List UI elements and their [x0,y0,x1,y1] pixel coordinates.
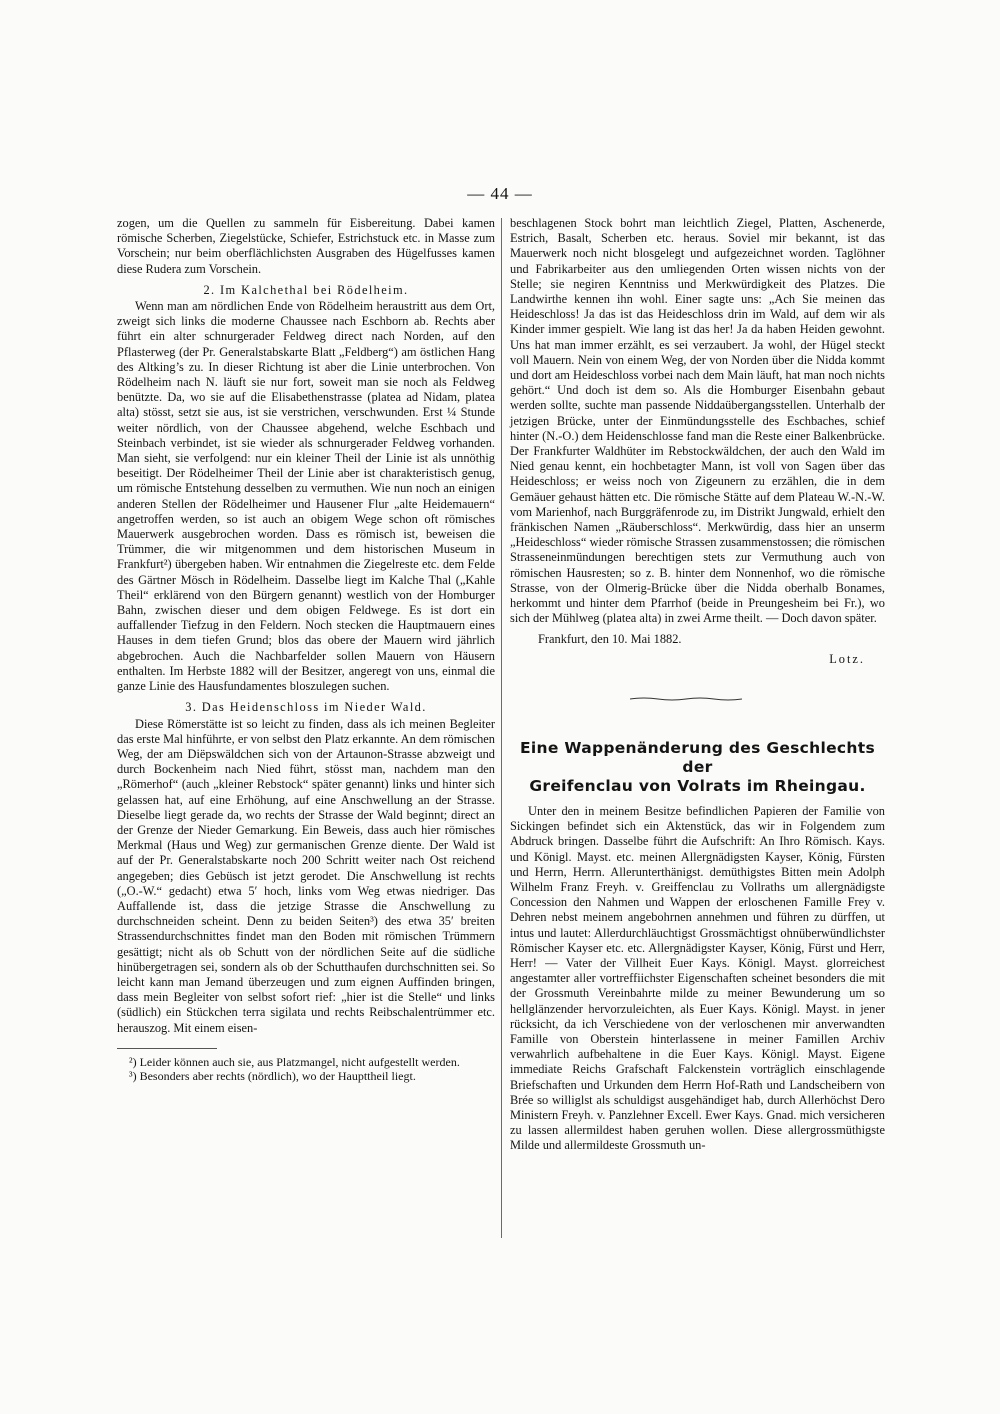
footnote-3: ³) Besonders aber rechts (nördlich), wo der Haupttheil liegt. [129,1069,416,1084]
article-paragraph: Unter den in meinem Besitze befindlichen Papieren der Familie von Sickingen befindet sich ein Aktenstück, das wir in Folgendem zum Abdruck bringen. Dasselbe führt die Aufschrift: An Ihro Römisch. Kays. und Königl. Mayst. etc. meinen Allergnädigsten Kayser, König, Fürsten und Herrn, Herrn. Allerunterthänigst. demüthigstes Bitten mein Adolph Wilhelm Franz Freyh. v. Greiffenclau zu Vollraths um allergnädigste Concession den Nahmen und Wappen der erloschenen Famille Frey v. Dehren nebst meinem angebohrnen annehmen und führen zu dürffen, ut intus und lautet: Allerdurchläuchtigst Grossmächtigst ohnüberwündlichster Römischer Kayser etc. etc. Allergnädigster Kayser, König, Fürst und Herr, Herr! — Vater der Villheit Euer Kays. Königl. Mayst. glorreichest angestamter aller vortreffiichster Eigenschaften scheinet besonders die mit der Grossmuth Vereinbahrte milde zu meiner Bewunderung um so hellglänzender hervorzuleichten, als Euer Kays. Königl. Mayst. in jener rücksicht, da ich Verschiedene von der verloschenen mir anverwandten Famille von Oberstein hinterlassene in meiner Famillen Archiv verwahrlich aufbehaltene in die Euer Kays. Königl. Mayst. Eigene immediate Reichs Grafschaft Falckenstein vorträglich einschlagende Briefschaften und Urkunden dem Herrn Hof-Rath und Landscheibern von Brée so williglst als schuldigst ausgehändiget hab, durch Allerhöchst Dero Ministern Freyh. v. Panzlehner Excell. Ewer Kays. Gnad. mich versicheren zu lassen allermildest haben geruhen wollen. Diese allergrossmüthigste Milde und allermildeste Grossmuth un- [510,803,885,1153]
article-title-line-2: Greifenclau von Volrats im Rheingau. [529,776,866,795]
left-column [117,216,495,1084]
article-title-line-1: Eine Wappenänderung des Geschlechts der [520,738,875,776]
section-2-heading: 2. Im Kalchethal bei Rödelheim. [203,282,409,297]
intro-paragraph: zogen, um die Quellen zu sammeln für Eisbereitung. Dabei kamen römische Scherben, Ziegelstücke, Schiefer, Estrichstuck etc. in Masse zum Vorschein; nur beim oberflächlichsten Ausgraben des Hügelfusses kamen diese Rudera zum Vorschein. [117,216,495,276]
continuation-paragraph: beschlagenen Stock bohrt man leichtlich Ziegel, Platten, Aschenerde, Estrich, Basalt, Scherben etc. heraus. Soviel mir bekannt, ist das Mauerwerk noch nicht blosgelegt und aufgezeichnet worden. Taglöhner und Fabrikarbeiter aus den umliegenden Orten wissen nichts von der Stelle; sie negiren Kenntniss und Merkwürdigkeit des Platzes. Die Landwirthe kennen ihn wohl. Einer sagte uns: „Ach Sie meinen das Heideschloss! Ja das ist das Heideschloss drin im Wald, auf dem wir als Kinder immer gespielt. Wie lang ist das her! Ja da haben Heiden gewohnt. Uns hat man immer erzählt, es sei verzaubert. Ja wohl, der Hügel steckt voll Mauern. Nein von einem Weg, der von Norden über die Nidda kommt und dort am Heideschloss vorbei nach dem Main läuft, hat man noch nichts gehört.“ Und doch ist dem so. Als die Homburger Eisenbahn gebaut werden sollte, suchte man passende Niddaübergangsstellen. Unterhalb der jetzigen Brücke, unter der Einmündungsstelle des Eschbaches, schief hinter (N.-O.) dem Heidenschlosse fand man die Reste einer Balkenbrücke. Der Frankfurter Waldhüter im Rebstockwäldchen, der auch den Wald im Nied genau kennt, ein hochbetagter Mann, ist voll von Sagen über das Heideschloss; er weiss noch von Zigeunern zu erzählen, die in dem Gemäuer gehaust hätten etc. Die römische Stätte auf dem Plateau W.-N.-W. vom Marienhof, nach Burggräfenrode zu, im Distrikt Jungwald, erhielt den fränkischen Namen „Räuberschloss“. Merkwürdig, dass hier an unserm „Heideschloss“ wieder römische Strassen zusammenstossen; die römischen Strasseneinmündungen berechtigen stets zur Vermuthung auch von römischen Hausresten; so z. B. hinter dem Nonnenhof, wo die römische Strasse, von der Olmerig-Brücke über die Nidda oberhalb Bonames, herkommt und hinter dem Pfarrhof (beide in Preungesheim bei Fr.), wo sich der Mühlweg (platea alta) in zwei Arme theilt. — Doch davon später. [510,216,885,626]
footnote-rule [117,1048,217,1049]
author-signature: Lotz. [829,651,865,666]
page-number: — 44 — [467,184,533,203]
section-2-paragraph: Wenn man am nördlichen Ende von Rödelheim heraustritt aus dem Ort, zweigt sich links die moderne Chaussee nach Eschborn ab. Rechts aber führt ein alter schnurgerader Feldweg direct nach Norden, auf den Pflasterweg (der Pr. Generalstabskarte Blatt „Feldberg“) am östlichen Hang des Altking’s zu. In dieser Richtung ist aber die Linie unterbrochen. Von Rödelheim nach N. läuft sie nur fort, soweit man sie noch als Feldweg benützte. Da, wo sie auf die Elisabethenstrasse (platea ad Nidam, platea alta) stösst, setzt sie aus, ist sie verstrichen, verschwunden. Erst ¼ Stunde weiter nördlich, von der Chaussee abgehend, welche Eschbach und Steinbach verbindet, ist sie wieder als schnurgerader Feldweg vorhanden. Man sieht, sie verfolgend: nur ein kleiner Theil der Linie ist als unnöthig beseitigt. Der Rödelheimer Theil der Linie aber ist charakteristisch genug, um römische Entstehung desselben zu vermuthen. Wie nun noch an einigen anderen Stellen der Rödelheimer und Hausener Flur „alte Heidemauern“ angetroffen werden, so ist auch an obigem Wege schon oft römisches Mauerwerk ausgebrochen worden. Dass es römisch ist, beweisen die Trümmer, die wir mitgenommen und dem historischen Museum in Frankfurt²) übergeben haben. Wir entnahmen die Ziegelreste etc. dem Felde des Gärtner Mösch in Rödelheim. Dasselbe liegt im Kalche Thal („Kahle Theil“ erklärend von den Bürgern genannt) westlich von der Homburger Bahn, zwischen dieser und dem obigen Feldwege. Es ist dort ein auffallender Tiefzug in den Feldern. Noch stecken die Hauptmauern eines Hauses in dem tiefen Grund; blos das obere der Mauern wird jährlich abgebrochen. Auch die Nachbarfelder sollen Mauern von Häusern enthalten. Im Herbste 1882 will der Besitzer, angeregt von uns, einmal die ganze Linie des Hausfundamentes bloszulegen suchen. [117,299,495,694]
ornamental-divider [630,697,742,701]
column-divider-rule [501,218,502,1238]
right-column [510,216,885,1154]
section-3-paragraph: Diese Römerstätte ist so leicht zu finden, dass als ich meinen Begleiter das erste Mal hinführte, er von selbst den Platz erkannte. An dem römischen Weg, der am Diëpswäldchen sich von der Artaunon-Strasse abzweigt und durch Bockenheim nach Nied führt, stösst man, nachdem man den „Römerhof“ (auch „kleiner Rebstock“ später genannt) links und hinter sich gelassen hat, auf eine Erhöhung, auf eine Anschwellung an der Strasse. Dieselbe liegt gerade da, wo rechts der Strasse der Wald beginnt; direct an der Grenze der Nieder Gemarkung. Ein Beweis, dass auch hier römisches Merkmal (Haus und Weg) zur germanischen Grenze diente. Der Wald ist auf der Pr. Generalstabskarte noch 200 Schritt weiter nach Ost reichend angegeben; dies Gebüsch ist jetzt gerodet. Die Anschwellung ist rechts („O.-W.“ gedacht) etwa 5′ hoch, links vom Weg etwas niedriger. Das Auffallende ist, dass die jetzige Strasse die Anschwellung zu durchschneiden scheint. Denn zu beiden Seiten³) des etwa 35′ breiten Strassendurchschnittes findet man den Boden mit römischen Trümmern gesättigt; nicht als ob Schutt von der nördlichen Seite auf die südliche hinübergetragen sei, sondern als ob der Schutthaufen durchschnitten sei. So leicht kann man Jemand überzeugen und zum eignen Auffinden bringen, dass mein Begleiter von selbst sofort rief: „hier ist die Stelle“ und links (südlich) ein Stückchen terra sigilata und rechts Reibschalentrümmer etc. herauszog. Mit einem eisen- [117,716,495,1035]
article-title [510,739,885,796]
dateline: Frankfurt, den 10. Mai 1882. [538,632,682,647]
footnote-2: ²) Leider können auch sie, aus Platzmangel, nicht aufgestellt werden. [129,1054,460,1069]
section-3-heading: 3. Das Heidenschloss im Nieder Wald. [185,700,427,715]
